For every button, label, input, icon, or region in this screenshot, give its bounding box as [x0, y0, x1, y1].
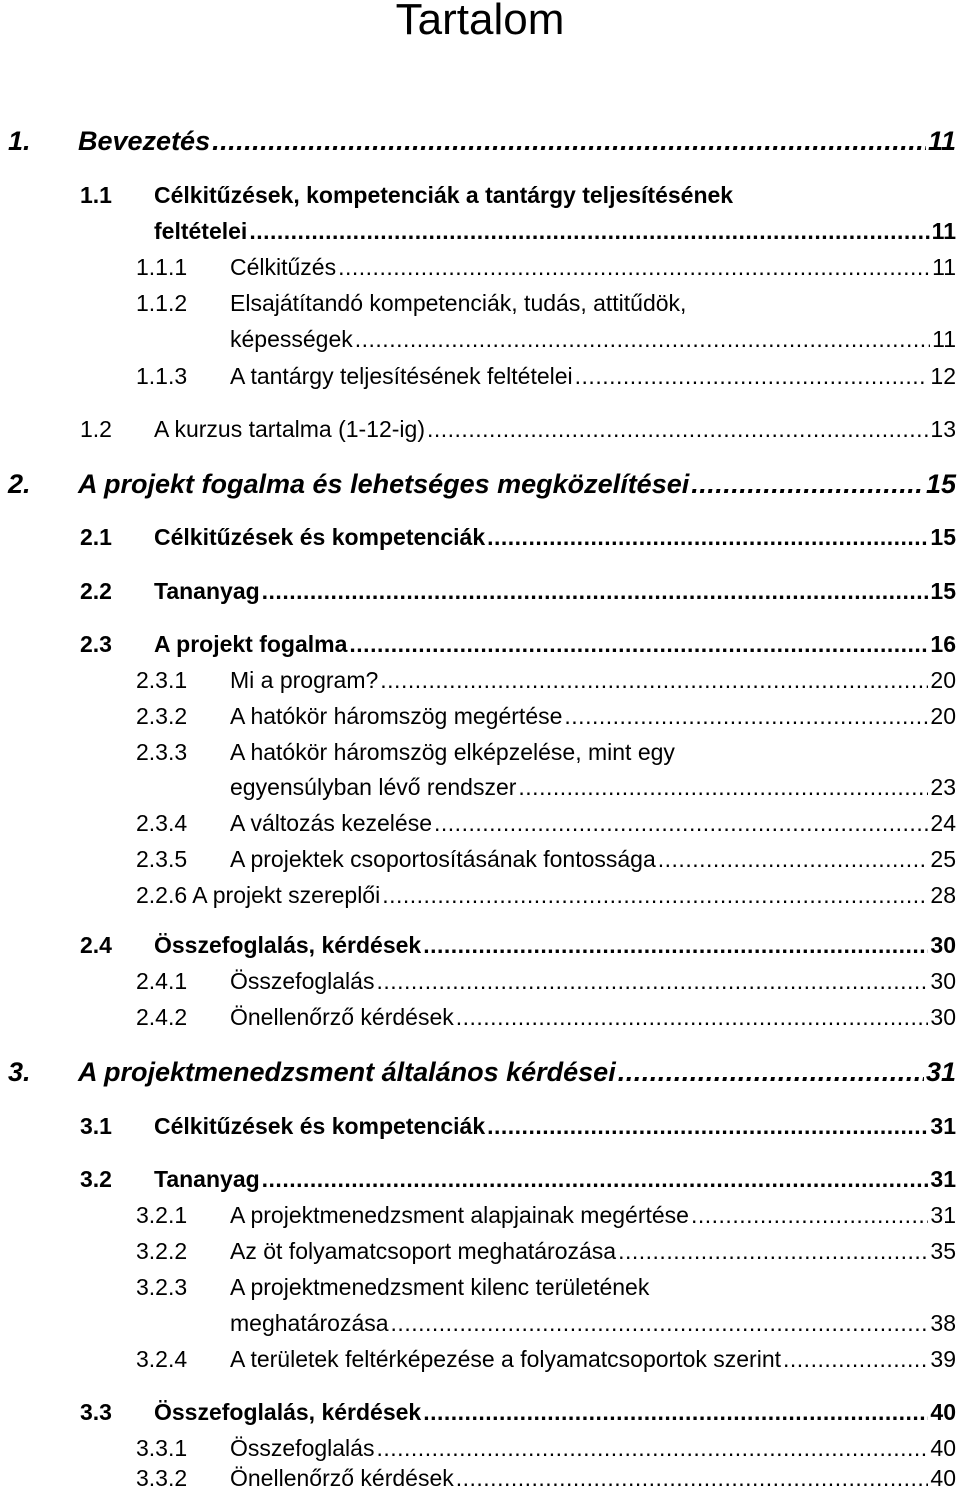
toc-entry-title: Önellenőrző kérdések: [230, 1004, 454, 1030]
toc-leader-dots: [618, 1055, 924, 1089]
toc-leader-dots: [691, 1200, 928, 1230]
toc-entry-title: A hatókör háromszög megértése: [230, 703, 563, 729]
toc-entry[interactable]: [80, 629, 956, 659]
toc-entry[interactable]: [230, 772, 956, 802]
toc-entry-first-line[interactable]: [80, 180, 734, 210]
toc-entry-number: 3.3.2: [136, 1465, 188, 1491]
toc-entry-title-continued: képességek: [230, 326, 353, 352]
toc-leader-dots: [456, 1002, 929, 1032]
toc-entry-number: 3.2.2: [136, 1238, 188, 1264]
toc-entry-title-continued: egyensúlyban lévő rendszer: [230, 774, 517, 800]
toc-entry-number: 3.2: [80, 1166, 112, 1192]
toc-entry-number: 2.4.1: [136, 968, 188, 994]
toc-entry-page: 11: [931, 218, 956, 244]
toc-entry-page: 31: [930, 1113, 956, 1139]
toc-entry-title: Célkitűzések, kompetenciák a tantárgy teljesítésének: [154, 182, 734, 208]
toc-entry-page: 40: [930, 1465, 956, 1491]
toc-entry-page: 11: [927, 126, 956, 156]
toc-entry[interactable]: [136, 808, 956, 838]
toc-entry-title: Összefoglalás: [230, 1435, 375, 1461]
toc-entry-page: 13: [930, 416, 956, 442]
toc-entry-page: 24: [930, 810, 956, 836]
toc-entry-page: 12: [930, 363, 956, 389]
toc-entry-page: 23: [930, 774, 956, 800]
toc-entry[interactable]: [80, 1397, 956, 1427]
toc-leader-dots: [423, 930, 928, 960]
toc-leader-dots: [382, 880, 928, 910]
toc-entry-title: A változás kezelése: [230, 810, 433, 836]
toc-entry-number: 3.1: [80, 1113, 112, 1139]
toc-entry-page: 35: [930, 1238, 956, 1264]
toc-entry-title: A hatókör háromszög elképzelése, mint egy: [230, 739, 675, 765]
toc-entry-number: 2.3.2: [136, 703, 188, 729]
toc-entry-title: Tananyag: [154, 1166, 260, 1192]
toc-entry-page: 15: [930, 524, 956, 550]
toc-entry-title: A tantárgy teljesítésének feltételei: [230, 363, 573, 389]
toc-entry-page: 25: [930, 846, 956, 872]
toc-entry-first-line[interactable]: [136, 737, 675, 767]
toc-leader-dots: [262, 1164, 929, 1194]
toc-entry-page: 31: [930, 1202, 956, 1228]
toc-entry-title: Bevezetés: [78, 126, 211, 156]
toc-entry-number: 3.: [8, 1057, 31, 1087]
toc-entry-page: 39: [930, 1346, 956, 1372]
toc-entry-title-continued: meghatározása: [230, 1310, 389, 1336]
toc-entry-title: Összefoglalás, kérdések: [154, 932, 422, 958]
toc-leader-dots: [783, 1344, 928, 1374]
toc-leader-dots: [376, 966, 928, 996]
toc-entry-title: Az öt folyamatcsoport meghatározása: [230, 1238, 617, 1264]
toc-entry[interactable]: [136, 844, 956, 874]
toc-entry[interactable]: [80, 522, 956, 552]
toc-entry[interactable]: [8, 124, 956, 158]
toc-leader-dots: [349, 629, 928, 659]
toc-entry-number: 1.: [8, 126, 31, 156]
toc-entry[interactable]: [136, 1200, 956, 1230]
toc-entry-title: A projektek csoportosításának fontossága: [230, 846, 656, 872]
toc-entry-page: 30: [930, 968, 956, 994]
toc-entry-number: 3.2.1: [136, 1202, 188, 1228]
toc-leader-dots: [487, 522, 928, 552]
toc-leader-dots: [691, 467, 924, 501]
toc-entry-title: Tananyag: [154, 578, 260, 604]
toc-entry-page: 40: [930, 1399, 956, 1425]
toc-entry-title: A projektmenedzsment alapjainak megértése: [230, 1202, 689, 1228]
toc-entry[interactable]: [80, 1111, 956, 1141]
toc-entry-number: 3.3.1: [136, 1435, 188, 1461]
toc-entry-page: 20: [930, 667, 956, 693]
toc-entry[interactable]: [230, 324, 956, 354]
toc-leader-dots: [618, 1236, 928, 1266]
toc-entry[interactable]: [80, 414, 956, 444]
toc-entry-number: 2.: [8, 469, 31, 499]
toc-entry-page: 31: [930, 1166, 956, 1192]
toc-leader-dots: [376, 1433, 928, 1463]
toc-entry[interactable]: [136, 880, 956, 910]
toc-leader-dots: [391, 1308, 929, 1338]
toc-entry-title: Elsajátítandó kompetenciák, tudás, attitűdök,: [230, 290, 687, 316]
toc-entry-title: A projektmenedzsment általános kérdései: [78, 1057, 616, 1087]
toc-entry-page: 40: [930, 1435, 956, 1461]
toc-entry-title: Összefoglalás, kérdések: [154, 1399, 422, 1425]
toc-entry-page: 28: [930, 882, 956, 908]
toc-leader-dots: [658, 844, 929, 874]
toc-leader-dots: [487, 1111, 928, 1141]
toc-entry-number: 1.1.1: [136, 254, 188, 280]
toc-entry-title: Célkitűzések és kompetenciák: [154, 1113, 486, 1139]
toc-entry-title-continued: feltételei: [154, 218, 248, 244]
toc-leader-dots: [212, 124, 926, 158]
toc-leader-dots: [338, 252, 930, 282]
toc-entry-first-line[interactable]: [136, 1272, 650, 1302]
toc-entry[interactable]: [80, 576, 956, 606]
toc-entry-title: A projekt fogalma: [154, 631, 348, 657]
toc-entry-number: 2.4: [80, 932, 112, 958]
toc-entry[interactable]: [136, 1344, 956, 1374]
toc-entry-title: A projekt fogalma és lehetséges megközelítései: [78, 469, 690, 499]
toc-leader-dots: [575, 361, 929, 391]
toc-entry-number: 2.3.5: [136, 846, 188, 872]
toc-entry[interactable]: [136, 966, 956, 996]
toc-leader-dots: [380, 665, 928, 695]
toc-entry-number: 1.1.2: [136, 290, 188, 316]
toc-entry-page: 31: [925, 1057, 956, 1087]
toc-entry-number: 2.3: [80, 631, 112, 657]
toc-leader-dots: [262, 576, 929, 606]
toc-entry[interactable]: [136, 1236, 956, 1266]
toc-entry[interactable]: [80, 1164, 956, 1194]
toc-leader-dots: [249, 216, 929, 246]
toc-entry-number: 2.3.1: [136, 667, 188, 693]
toc-leader-dots: [456, 1463, 929, 1493]
toc-entry[interactable]: [8, 1055, 956, 1089]
toc-entry-page: 30: [930, 1004, 956, 1030]
toc-entry-title: Célkitűzés: [230, 254, 337, 280]
toc-entry-title: 2.2.6 A projekt szereplői: [136, 882, 381, 908]
toc-entry[interactable]: [80, 930, 956, 960]
toc-entry[interactable]: [8, 467, 956, 501]
toc-entry-title: A kurzus tartalma (1-12-ig): [154, 416, 425, 442]
toc-entry[interactable]: [136, 361, 956, 391]
toc-entry-number: 2.3.3: [136, 739, 188, 765]
toc-entry[interactable]: [136, 1002, 956, 1032]
toc-entry[interactable]: [136, 1433, 956, 1463]
toc-entry-number: 2.1: [80, 524, 112, 550]
toc-entry-title: Mi a program?: [230, 667, 379, 693]
toc-entry[interactable]: [154, 216, 956, 246]
toc-leader-dots: [427, 414, 928, 444]
toc-entry-page: 11: [932, 326, 956, 352]
toc-leader-dots: [434, 808, 928, 838]
toc-entry-number: 2.3.4: [136, 810, 188, 836]
toc-entry-number: 2.2: [80, 578, 112, 604]
toc-entry-title: Összefoglalás: [230, 968, 375, 994]
toc-leader-dots: [355, 324, 930, 354]
toc-entry[interactable]: [230, 1308, 956, 1338]
toc-entry-page: 11: [932, 254, 956, 280]
toc-entry-number: 1.2: [80, 416, 112, 442]
toc-entry-page: 20: [930, 703, 956, 729]
toc-entry-number: 2.4.2: [136, 1004, 188, 1030]
toc-leader-dots: [564, 701, 928, 731]
toc-entry-number: 3.3: [80, 1399, 112, 1425]
toc-entry-number: 3.2.4: [136, 1346, 188, 1372]
toc-entry-page: 30: [930, 932, 956, 958]
toc-entry-first-line[interactable]: [136, 288, 687, 318]
toc-entry[interactable]: [136, 1463, 956, 1493]
toc-entry-title: Célkitűzések és kompetenciák: [154, 524, 486, 550]
toc-entry-title: A területek feltérképezése a folyamatcsoportok szerint: [230, 1346, 782, 1372]
toc-entry[interactable]: [136, 252, 956, 282]
toc-entry-page: 15: [930, 578, 956, 604]
toc-entry[interactable]: [136, 665, 956, 695]
toc-entry-number: 3.2.3: [136, 1274, 188, 1300]
toc-leader-dots: [423, 1397, 928, 1427]
toc-entry-title: Önellenőrző kérdések: [230, 1465, 454, 1491]
toc-entry-number: 1.1.3: [136, 363, 188, 389]
page-title: Tartalom: [395, 0, 565, 44]
toc-entry-page: 16: [930, 631, 956, 657]
toc-entry-number: 1.1: [80, 182, 112, 208]
toc-entry-page: 38: [930, 1310, 956, 1336]
toc-entry-title: A projektmenedzsment kilenc területének: [230, 1274, 650, 1300]
toc-entry[interactable]: [136, 701, 956, 731]
toc-leader-dots: [518, 772, 928, 802]
toc-entry-page: 15: [925, 469, 956, 499]
